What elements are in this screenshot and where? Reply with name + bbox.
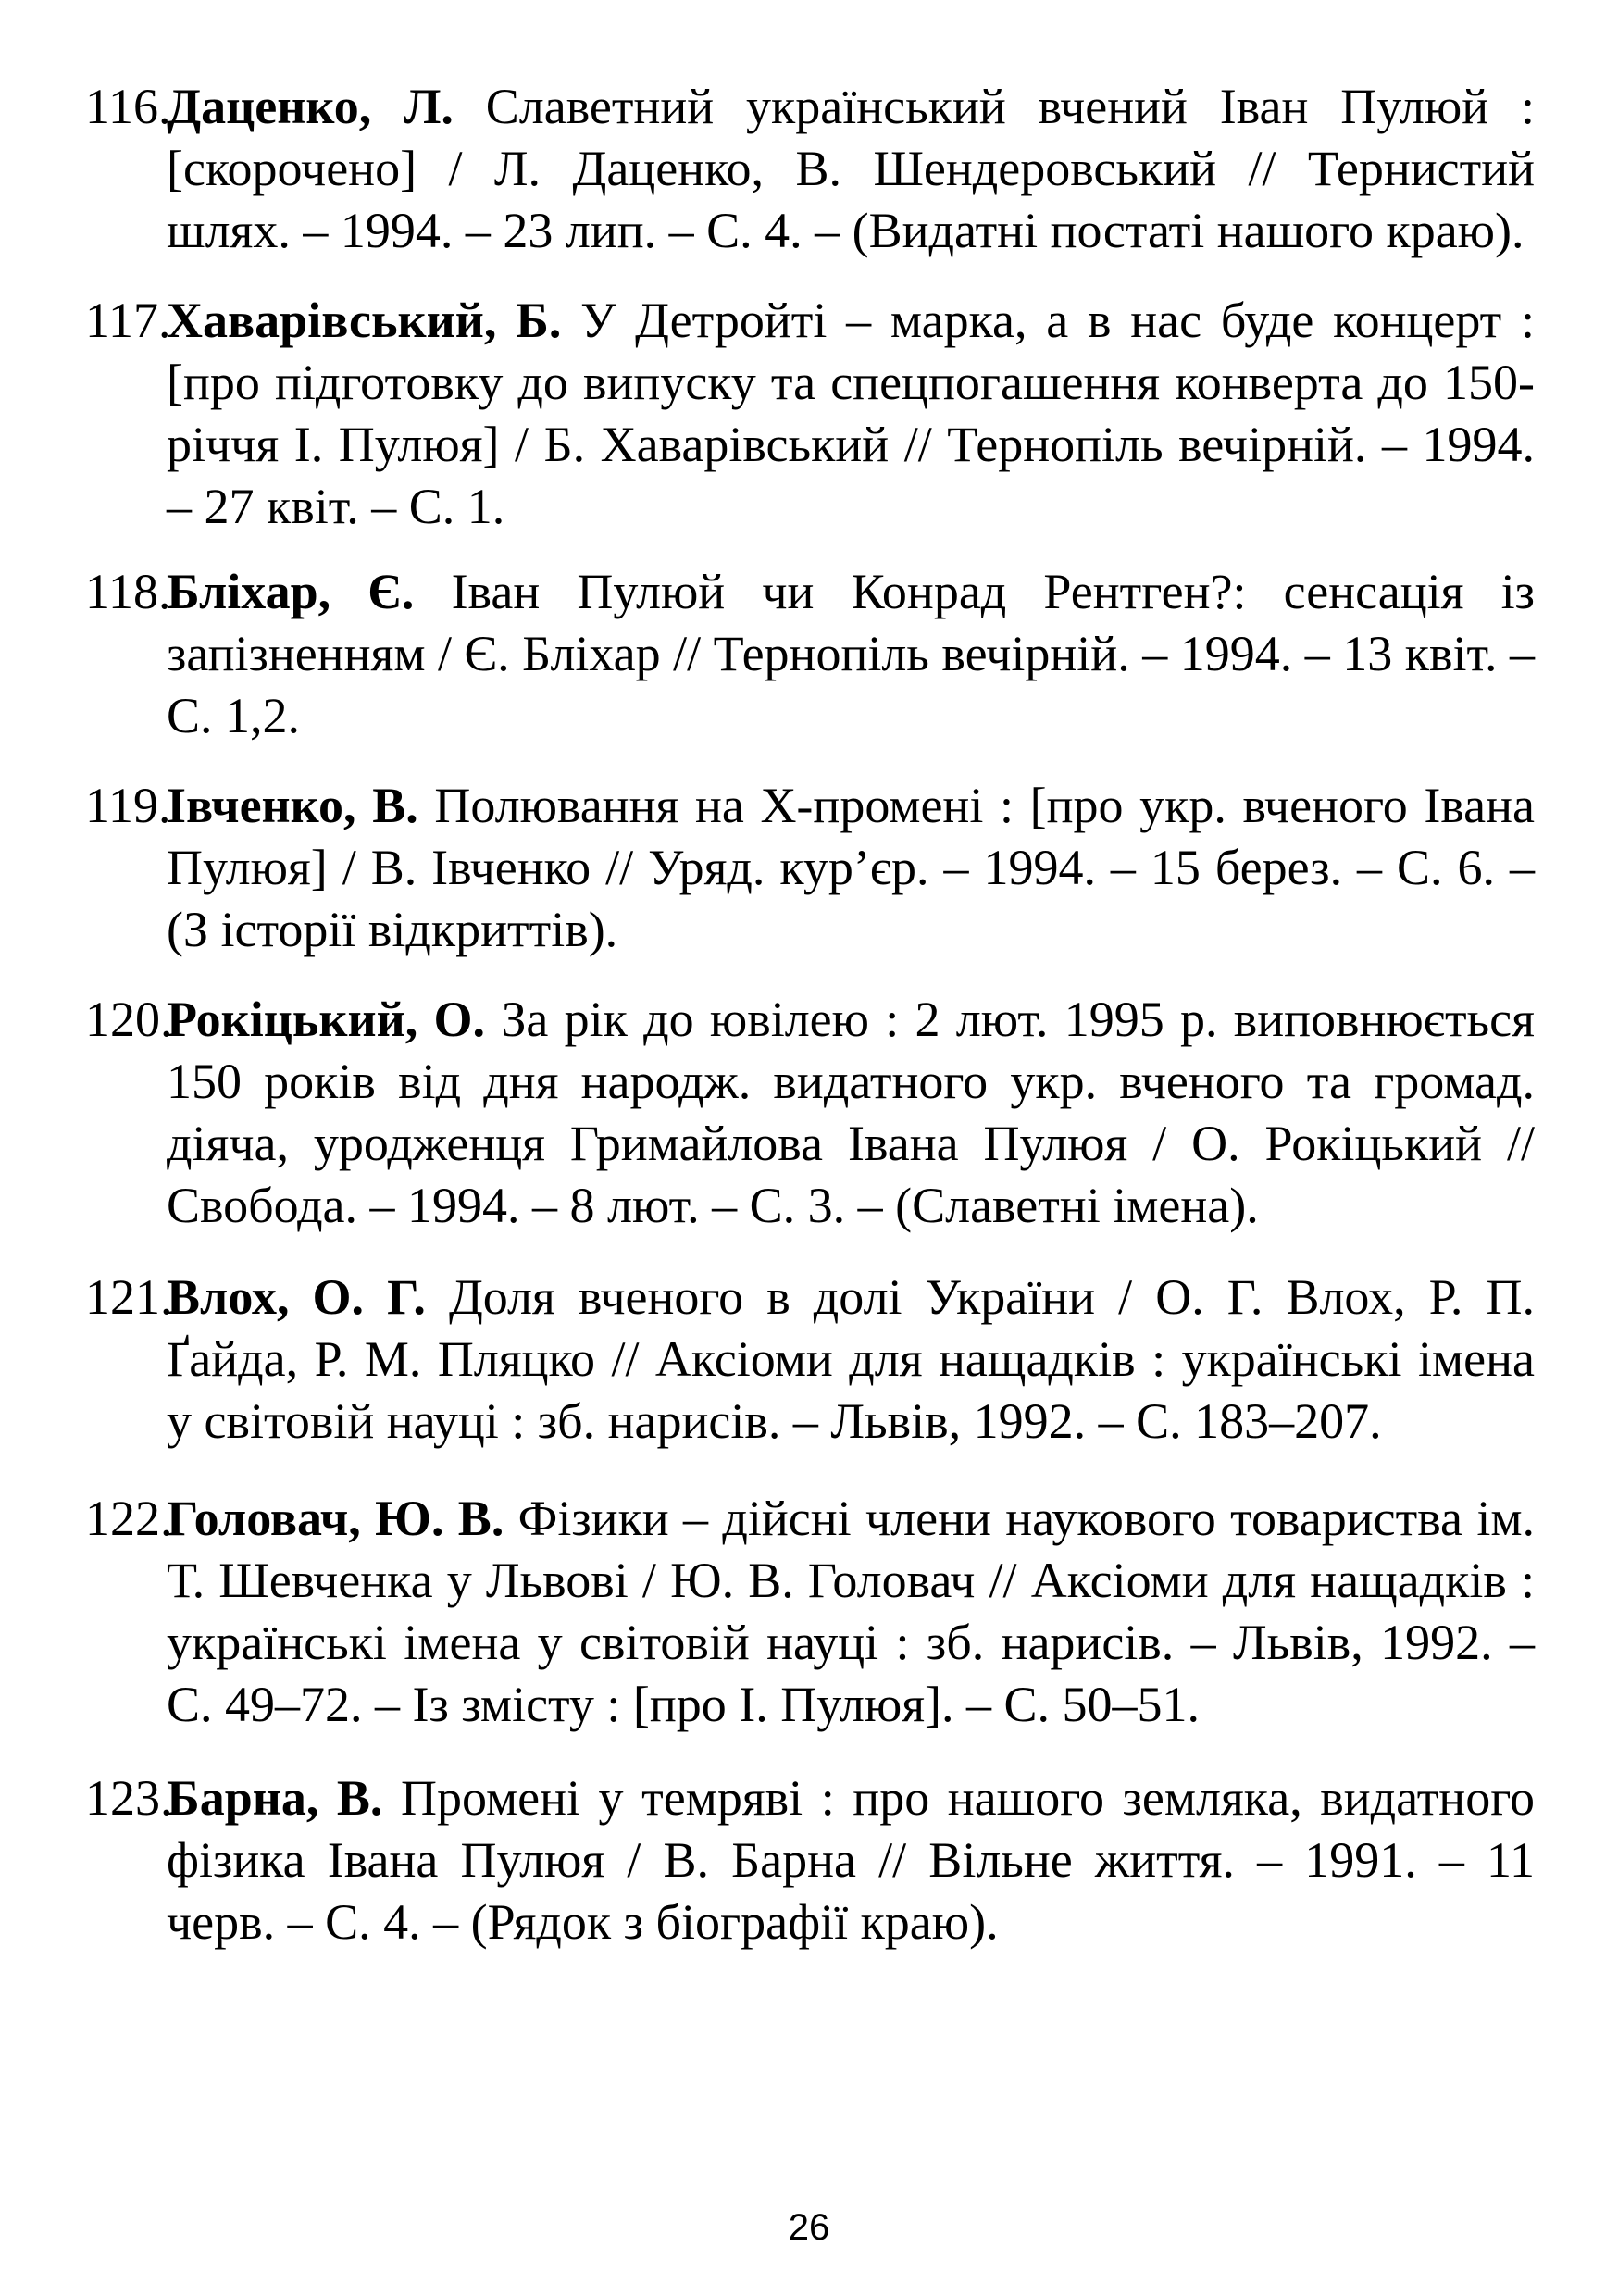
entry-author: Хаварівський, Б.: [167, 293, 581, 348]
bibliography-entry-121: [85, 1267, 1535, 1453]
entry-author: Головач, Ю. В.: [167, 1491, 518, 1546]
entry-text: Доля вченого в долі України / О. Г. Влох, Р. П. Ґайда, Р. М. Пляцко // Аксіоми для нащадків : українські імена у світовій науці : зб. нарисів. – Львів, 1992. – С. 183–207.: [167, 1269, 1535, 1449]
entry-number: 117.: [85, 293, 171, 348]
bibliography-entry-116: [85, 76, 1535, 262]
entry-text: Полювання на Х-промені : [про укр. вченого Івана Пулюя] / В. Івченко // Уряд. кур’єр. – 1994. – 15 берез. – С. 6. – (З історії відкриттів).: [167, 778, 1535, 957]
bibliography-entry-117: [85, 290, 1535, 538]
entry-number: 121.: [85, 1269, 173, 1325]
bibliography-entry-120: [85, 989, 1535, 1237]
entry-number: 116.: [85, 79, 171, 134]
entry-author: Влох, О. Г.: [167, 1269, 449, 1325]
entry-author: Барна, В.: [167, 1770, 401, 1826]
entry-text: Промені у темряві : про нашого земляка, видатного фізика Івана Пулюя / В. Барна // Вільне життя. – 1991. – 11 черв. – С. 4. – (Рядок з біографії краю).: [167, 1770, 1535, 1950]
entry-author: Івченко, В.: [167, 778, 435, 833]
bibliography-entry-122: [85, 1488, 1535, 1736]
entry-number: 123.: [85, 1770, 173, 1826]
entry-number: 118.: [85, 564, 171, 619]
bibliography-entry-119: [85, 775, 1535, 961]
entry-text: Славетний український вчений Іван Пулюй : [скорочено] / Л. Даценко, В. Шендеровський // Тернистий шлях. – 1994. – 23 лип. – С. 4. – (Видатні постаті нашого краю).: [167, 79, 1536, 258]
entry-number: 122.: [85, 1491, 173, 1546]
entry-text: За рік до ювілею : 2 лют. 1995 р. виповнюється 150 років від дня народж. видатного укр. вченого та громад. діяча, уродженця Гримайлова Івана Пулюя / О. Рокіцький // Свобода. – 1994. – 8 лют. – С. 3. – (Славетні імена).: [167, 992, 1535, 1233]
page-number: 26: [788, 2207, 830, 2248]
entry-text: У Детройті – марка, а в нас буде концерт : [про підготовку до випуску та спецпогашення конверта до 150-річчя І. Пулюя] / Б. Хаварівський // Тернопіль вечірній. – 1994. – 27 квіт. – С. 1.: [167, 293, 1535, 534]
entry-number: 120.: [85, 992, 173, 1047]
entry-number: 119.: [85, 778, 171, 833]
bibliography-entry-123: [85, 1767, 1535, 1953]
bibliography-list: [85, 76, 1535, 1977]
entry-text: Фізики – дійсні члени наукового товариства ім. Т. Шевченка у Львові / Ю. В. Головач // Аксіоми для нащадків : українські імена у світовій науці : зб. нарисів. – Львів, 1992. – С. 49–72. – Із змісту : [про І. Пулюя]. – С. 50–51.: [167, 1491, 1535, 1732]
entry-author: Бліхар, Є.: [167, 564, 452, 619]
bibliography-entry-118: [85, 561, 1535, 747]
entry-text: Іван Пулюй чи Конрад Рентген?: сенсація із запізненням / Є. Бліхар // Тернопіль вечірній. – 1994. – 13 квіт. – С. 1,2.: [167, 564, 1535, 743]
entry-author: Рокіцький, О.: [167, 992, 502, 1047]
entry-author: Даценко, Л.: [167, 79, 486, 134]
